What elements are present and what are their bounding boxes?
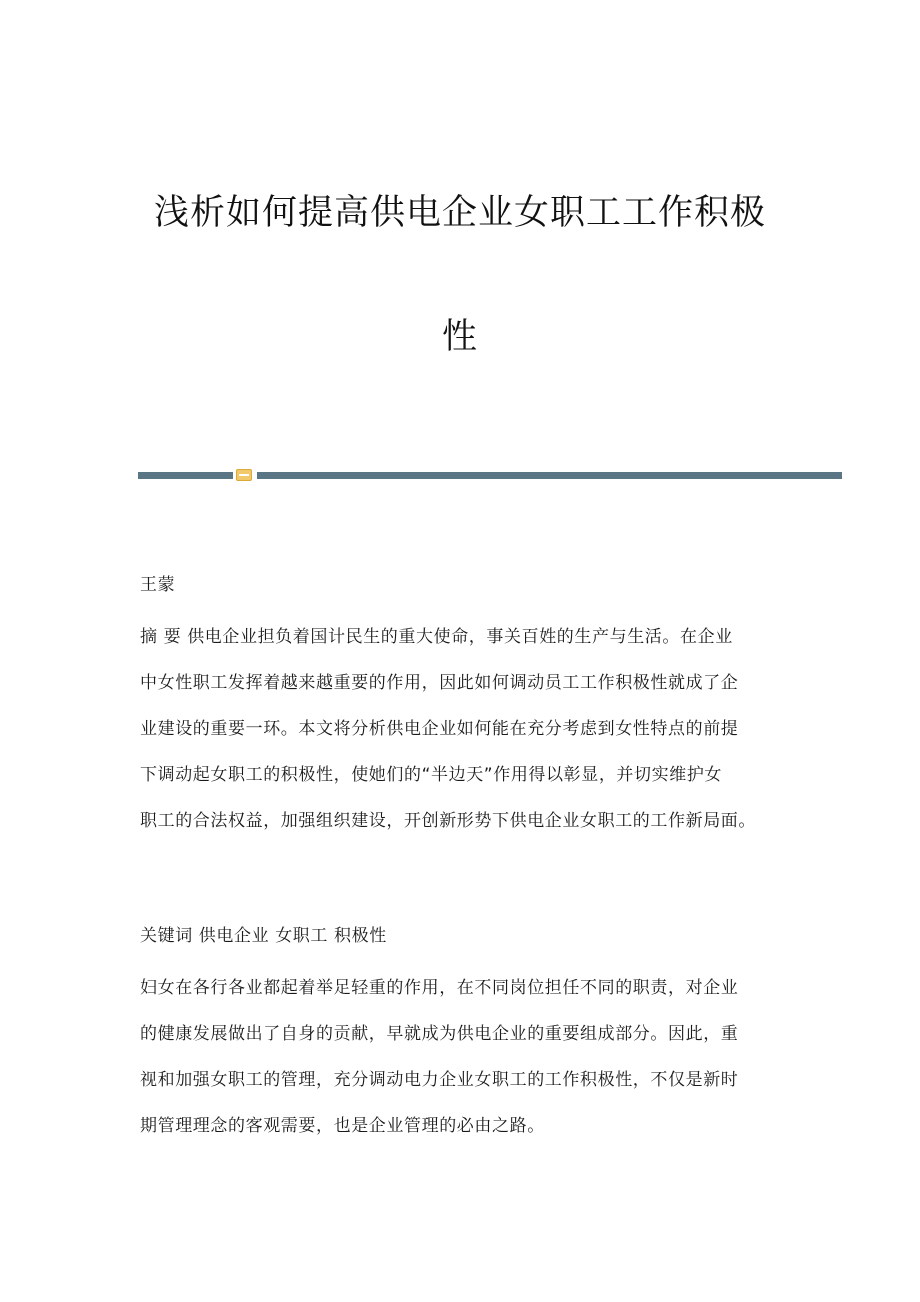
divider-bar-left xyxy=(138,472,233,479)
body-line: 视和加强女职工的管理，充分调动电力企业女职工的工作积极性，不仅是新时 xyxy=(140,1070,739,1090)
body-paragraph xyxy=(140,977,800,1161)
abstract-line: 下调动起女职工的积极性，使她们的“半边天”作用得以彰显，并切实维护女 xyxy=(140,765,723,785)
ornament-icon xyxy=(236,469,252,481)
abstract-line: 摘 要 供电企业担负着国计民生的重大使命，事关百姓的生产与生活。在企业 xyxy=(140,627,733,647)
abstract-line: 中女性职工发挥着越来越重要的作用，因此如何调动员工工作积极性就成了企 xyxy=(140,673,739,693)
divider-bar-right xyxy=(257,472,842,479)
abstract-line: 职工的合法权益，加强组织建设，开创新形势下供电企业女职工的工作新局面。 xyxy=(140,811,756,831)
body-line: 期管理理念的客观需要，也是企业管理的必由之路。 xyxy=(140,1116,545,1136)
abstract-line: 业建设的重要一环。本文将分析供电企业如何能在充分考虑到女性特点的前提 xyxy=(140,719,739,739)
body-line: 妇女在各行各业都起着举足轻重的作用，在不同岗位担任不同的职责，对企业 xyxy=(140,978,739,998)
abstract-paragraph xyxy=(140,626,800,856)
body-line: 的健康发展做出了自身的贡献，早就成为供电企业的重要组成部分。因此，重 xyxy=(140,1024,739,1044)
document-title-line-2: 性 xyxy=(441,317,478,357)
keywords-line: 关键词 供电企业 女职工 积极性 xyxy=(140,926,387,946)
document-title-line-1: 浅析如何提高供电企业女职工工作积极 xyxy=(153,193,766,233)
author-name: 王蒙 xyxy=(140,575,176,595)
title-divider xyxy=(138,466,842,484)
